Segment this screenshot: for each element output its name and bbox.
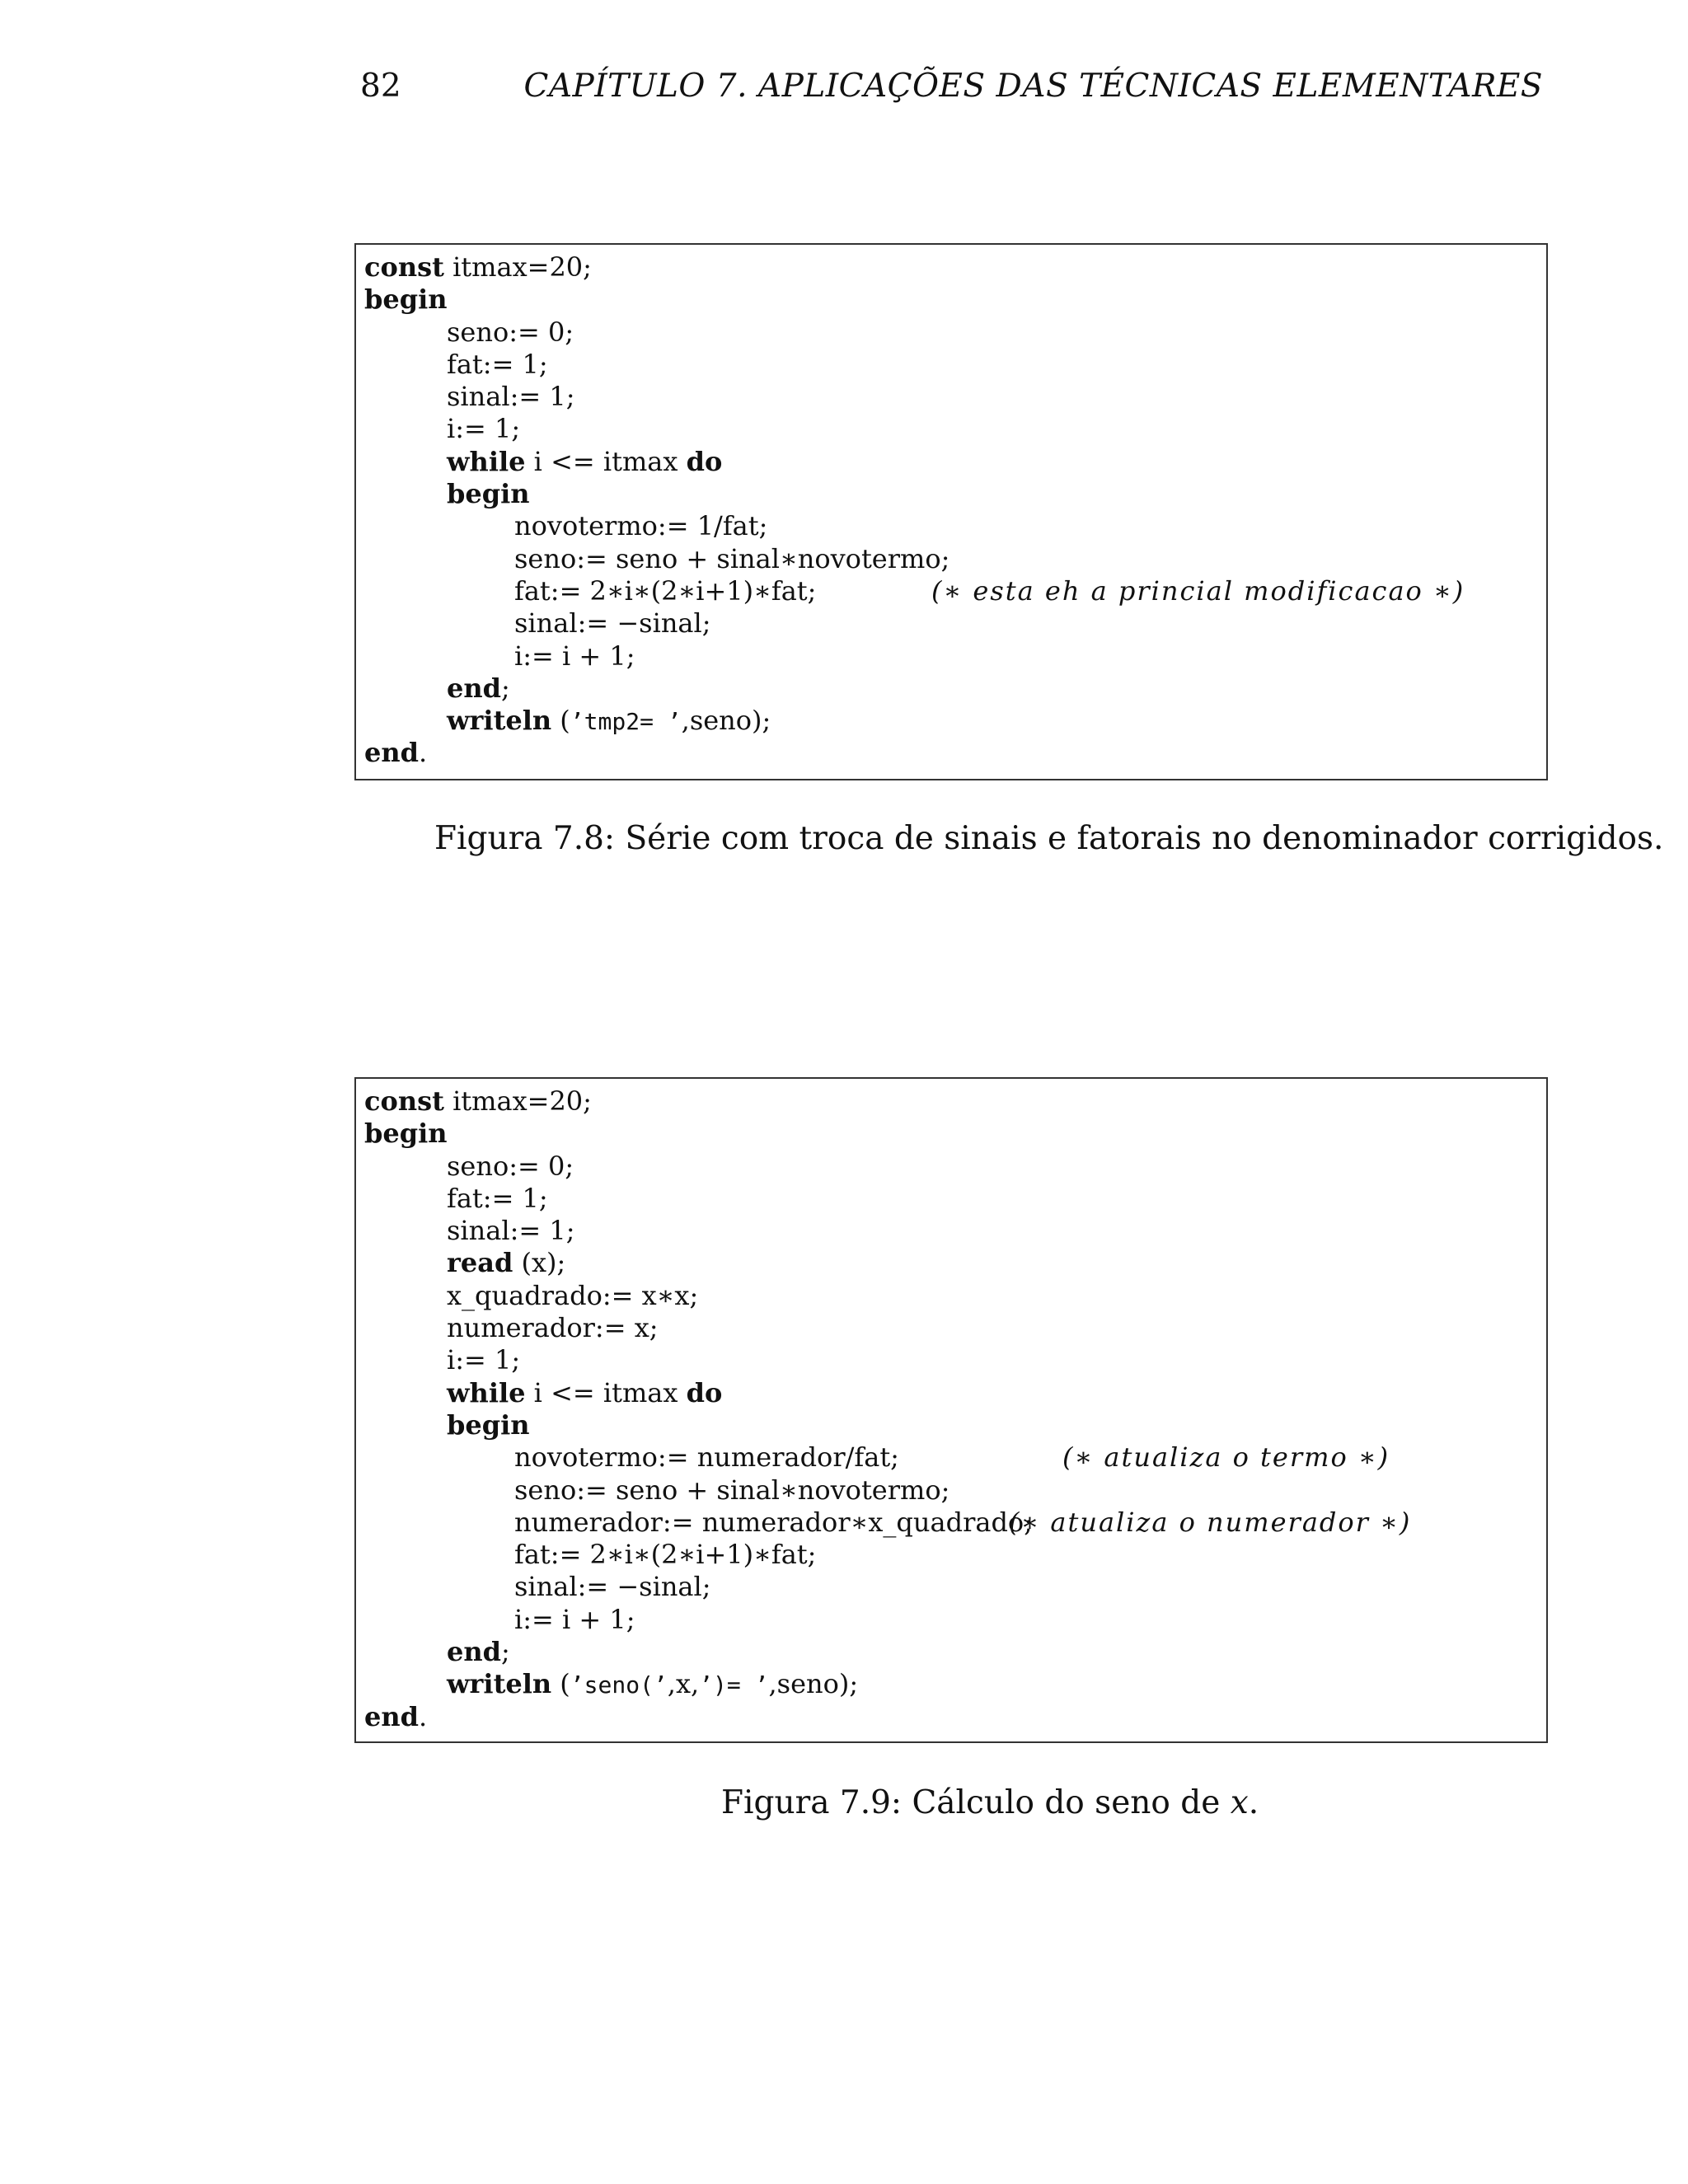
code-text: seno:= seno + sinal∗novotermo; [514,542,950,574]
keyword: do [686,445,723,477]
code-text: ,seno); [681,705,771,737]
running-title: CAPÍTULO 7. APLICAÇÕES DAS TÉCNICAS ELEMENTARES [523,68,1543,105]
code-text: (x); [513,1247,566,1279]
page-number: 82 [360,68,401,105]
code-line [364,1409,1546,1441]
caption-text: . [1248,1784,1259,1821]
code-listing-figure-7-9 [354,1077,1548,1743]
keyword: while [447,445,526,477]
code-line [364,413,1546,445]
code-text: i:= 1; [447,413,521,445]
code-line [364,381,1546,413]
code-text: itmax=20; [443,251,592,283]
keyword: read [447,1247,513,1279]
keyword: writeln [447,705,552,737]
keyword: end [364,1700,419,1732]
code-line [364,640,1546,673]
code-line [364,607,1546,640]
code-line [364,705,1546,737]
figure-caption [721,1784,1259,1821]
code-text: ; [501,1636,510,1668]
code-text: seno:= seno + sinal∗novotermo; [514,1474,950,1506]
code-line [364,1215,1546,1247]
string-literal: ’tmp2= ’ [570,708,682,736]
code-line [364,1344,1546,1376]
code-text: seno:= 0; [447,1150,574,1182]
code-text: sinal:= −sinal; [514,607,711,640]
code-text: i:= i + 1; [514,1603,635,1635]
code-line [364,510,1546,542]
code-text: ( [551,1668,570,1700]
caption-variable: x [1230,1784,1249,1821]
code-comment: (∗ esta eh a princial modificacao ∗) [931,574,1465,607]
keyword: writeln [447,1668,552,1700]
code-text: itmax=20; [443,1085,592,1117]
code-line [364,1539,1546,1571]
code-line [364,1247,1546,1279]
code-line [364,1701,1546,1733]
code-comment: (∗ atualiza o numerador ∗) [1009,1506,1412,1538]
code-text: i:= 1; [447,1344,521,1376]
code-text: sinal:= −sinal; [514,1571,711,1603]
code-text: i <= itmax [525,445,687,477]
keyword: end [447,672,501,704]
code-text: novotermo:= numerador/fat; [514,1441,899,1474]
code-text: numerador:= numerador∗x_quadrado; [514,1506,1033,1538]
string-literal: ’)= ’ [699,1671,769,1699]
figure-caption: Figura 7.8: Série com troca de sinais e fatorais no denominador corrigidos. [434,820,1664,857]
code-text: ; [501,672,510,704]
code-line [364,446,1546,478]
code-line [364,1118,1546,1150]
code-line [364,478,1546,510]
code-text: i <= itmax [525,1376,687,1408]
keyword: begin [447,478,530,510]
code-text: . [419,1700,428,1732]
code-text: fat:= 2∗i∗(2∗i+1)∗fat; [514,574,817,607]
code-text: ,seno); [768,1668,859,1700]
code-text: . [419,737,428,769]
code-line [364,1441,1546,1474]
code-line [364,1474,1546,1507]
code-line [364,1571,1546,1603]
code-line [364,1085,1546,1118]
code-text: seno:= 0; [447,316,574,348]
keyword: begin [447,1408,530,1441]
keyword: begin [364,1118,448,1150]
code-line [364,349,1546,381]
code-line [364,316,1546,349]
caption-text: Figura 7.9: Cálculo do seno de [721,1784,1231,1821]
code-line [364,1151,1546,1183]
code-line [364,1507,1546,1539]
keyword: while [447,1376,526,1408]
code-line [364,737,1546,769]
code-text: x_quadrado:= x∗x; [447,1279,699,1311]
code-text: sinal:= 1; [447,1215,575,1247]
code-line [364,1377,1546,1409]
code-line [364,284,1546,316]
keyword: end [447,1636,501,1668]
code-line [364,575,1546,607]
code-line [364,543,1546,575]
code-text: i:= i + 1; [514,640,635,672]
code-line [364,1636,1546,1668]
keyword: begin [364,284,448,316]
code-line [364,1604,1546,1636]
code-line [364,1668,1546,1700]
keyword: const [364,1085,444,1117]
code-text: ( [551,705,570,737]
keyword: end [364,737,419,769]
code-line [364,1183,1546,1215]
code-line [364,251,1546,284]
code-text: numerador:= x; [447,1312,659,1344]
code-line [364,1280,1546,1312]
string-literal: ’seno(’ [570,1671,668,1699]
code-text: novotermo:= 1/fat; [514,510,768,542]
code-text: fat:= 1; [447,348,548,380]
keyword: const [364,251,444,283]
code-text: ,x, [667,1668,700,1700]
code-text: fat:= 1; [447,1182,548,1214]
code-line [364,673,1546,705]
code-text: fat:= 2∗i∗(2∗i+1)∗fat; [514,1539,817,1571]
code-comment: (∗ atualiza o termo ∗) [1062,1441,1390,1474]
code-text: sinal:= 1; [447,381,575,413]
code-listing-figure-7-8 [354,243,1548,780]
keyword: do [686,1376,723,1408]
code-line [364,1312,1546,1344]
